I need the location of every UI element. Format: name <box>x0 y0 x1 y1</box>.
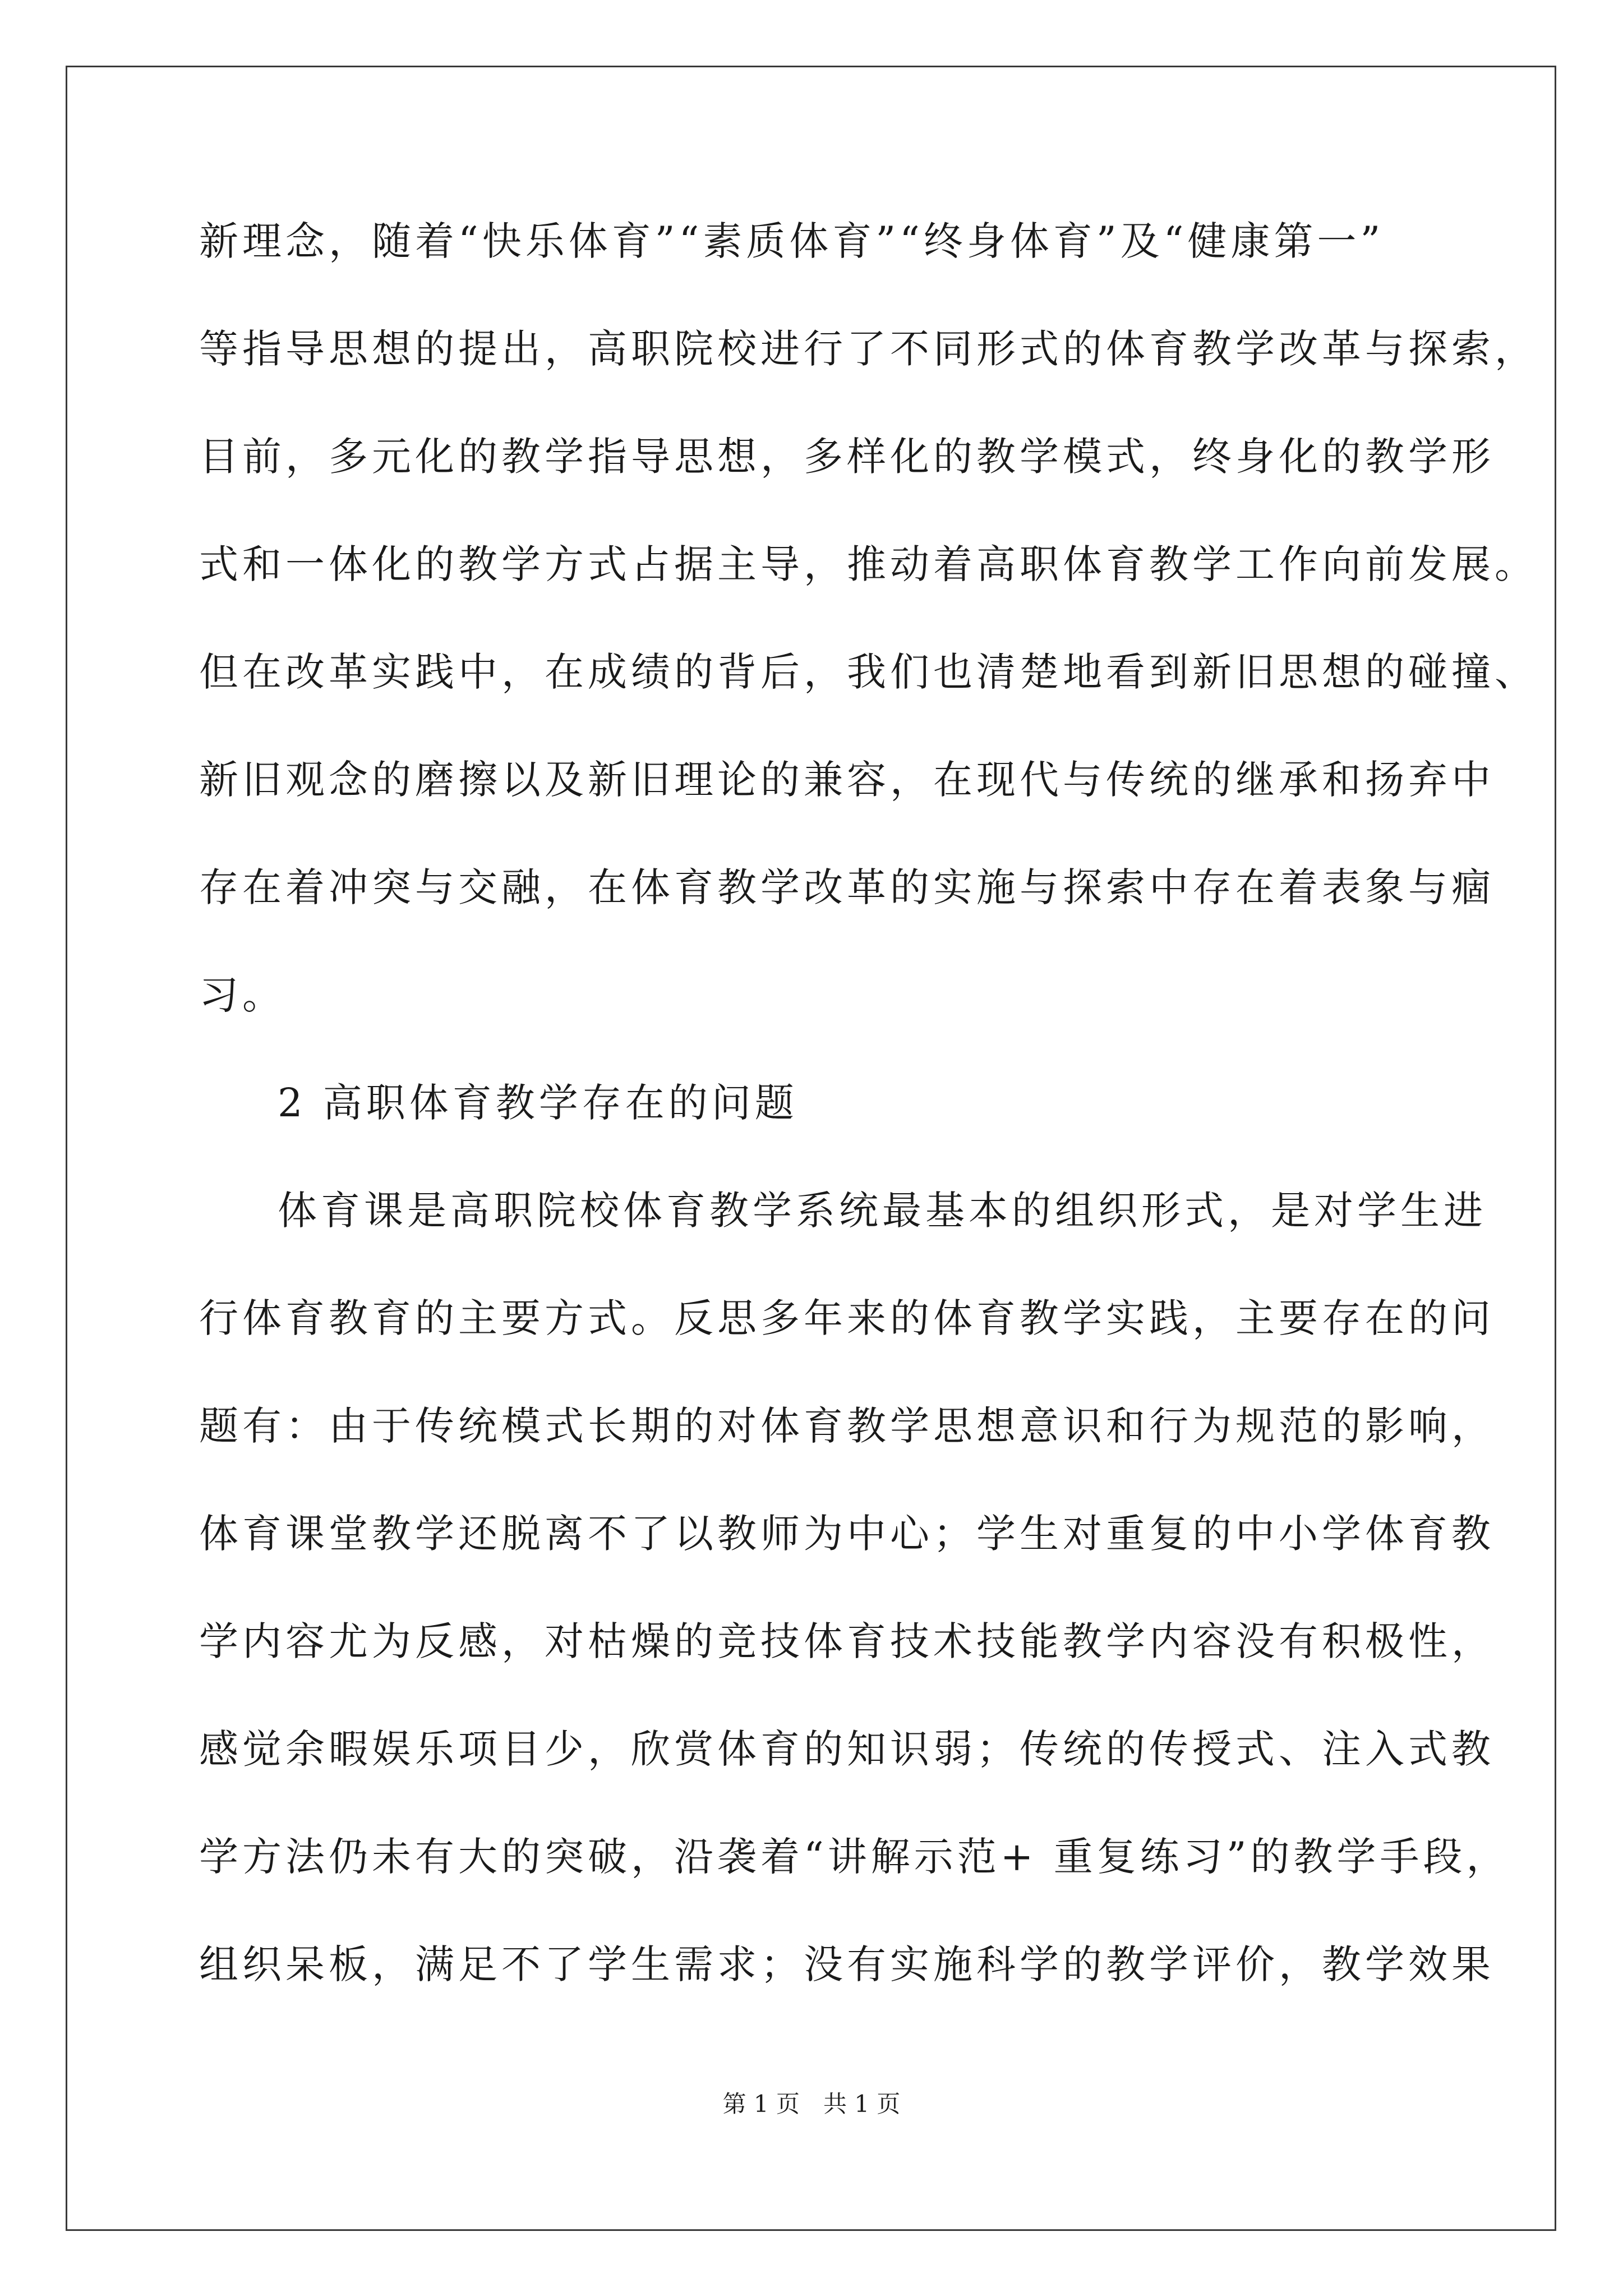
paragraph-2-line: 感觉余暇娱乐项目少，欣赏体育的知识弱；传统的传授式、注入式教 <box>199 1726 1495 1772</box>
paragraph-2-line: 学内容尤为反感，对枯燥的竞技体育技术技能教学内容没有积极性， <box>199 1618 1495 1664</box>
section-heading: 2 高职体育教学存在的问题 <box>278 1080 798 1126</box>
paragraph-2-line: 体育课堂教学还脱离不了以教师为中心；学生对重复的中小学体育教 <box>199 1511 1495 1557</box>
paragraph-1-line: 新旧观念的磨擦以及新旧理论的兼容，在现代与传统的继承和扬弃中 <box>199 757 1495 803</box>
paragraph-1-line: 新理念，随着“快乐体育”“素质体育”“终身体育”及“健康第一” <box>199 218 1385 264</box>
paragraph-1-line: 习。 <box>199 972 285 1018</box>
paragraph-1-line: 式和一体化的教学方式占据主导，推动着高职体育教学工作向前发展。 <box>199 541 1538 587</box>
page-border <box>66 66 1556 2231</box>
paragraph-1-line: 目前，多元化的教学指导思想，多样化的教学模式，终身化的教学形 <box>199 434 1495 480</box>
page-number-footer: 第 1 页 共 1 页 <box>722 2090 901 2118</box>
paragraph-1-line: 但在改革实践中，在成绩的背后，我们也清楚地看到新旧思想的碰撞、 <box>199 649 1538 695</box>
paragraph-2-line: 题有：由于传统模式长期的对体育教学思想意识和行为规范的影响， <box>199 1403 1495 1449</box>
paragraph-2-line: 组织呆板，满足不了学生需求；没有实施科学的教学评价，教学效果 <box>199 1941 1495 1987</box>
paragraph-2-line: 行体育教育的主要方式。反思多年来的体育教学实践，主要存在的问 <box>199 1295 1495 1341</box>
paragraph-2-line: 学方法仍未有大的突破，沿袭着“讲解示范+ 重复练习”的教学手段， <box>199 1834 1510 1880</box>
paragraph-1-line: 等指导思想的提出，高职院校进行了不同形式的体育教学改革与探索， <box>199 326 1538 372</box>
paragraph-1-line: 存在着冲突与交融，在体育教学改革的实施与探索中存在着表象与痼 <box>199 864 1495 910</box>
paragraph-2-line: 体育课是高职院校体育教学系统最基本的组织形式，是对学生进 <box>278 1188 1487 1234</box>
